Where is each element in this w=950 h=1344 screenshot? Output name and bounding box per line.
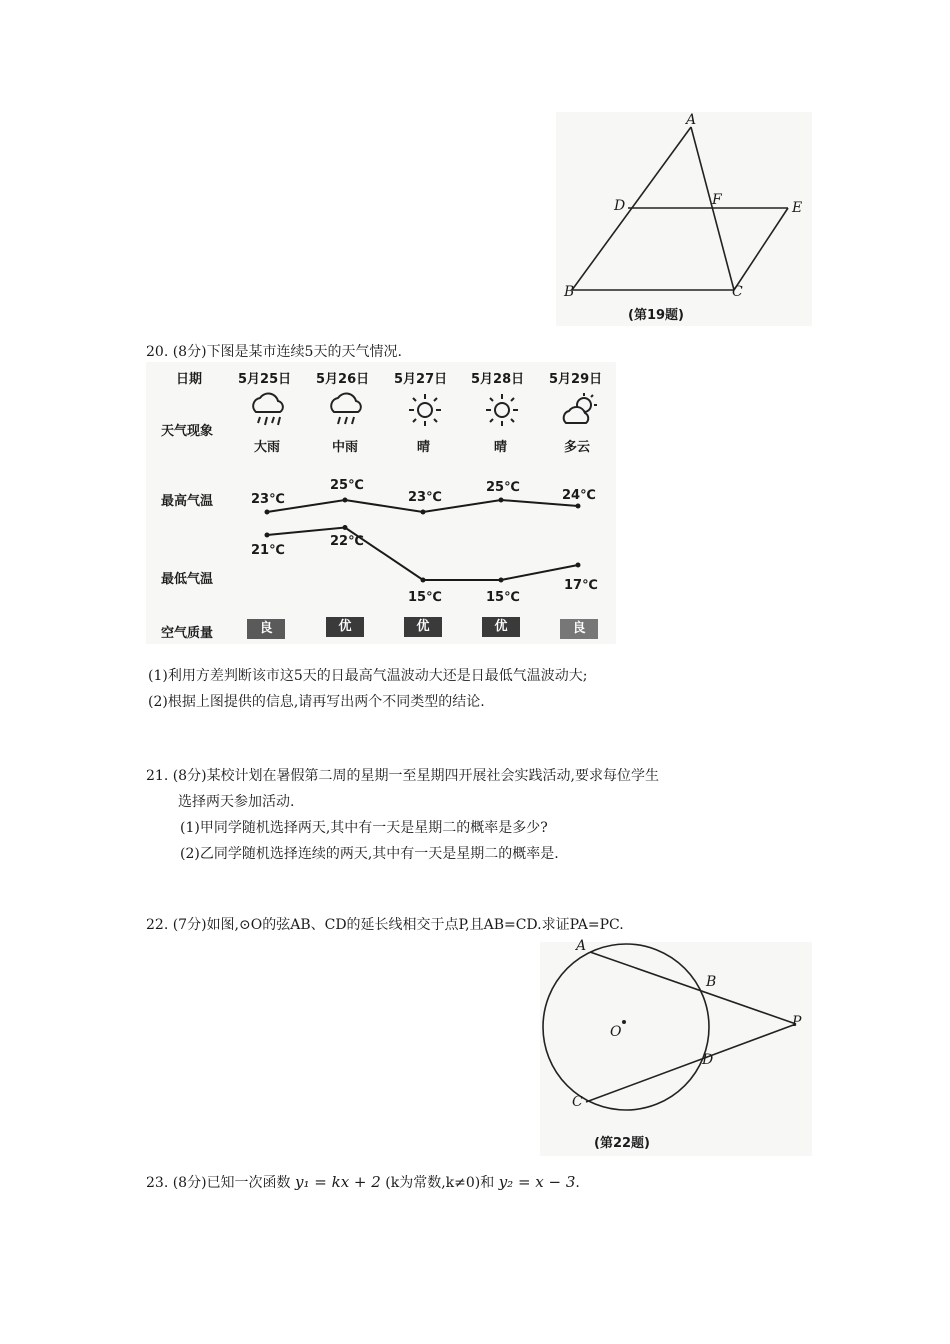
q22-label-a: A [576, 938, 587, 954]
high-label-3: 23℃ [408, 490, 442, 505]
q19-label-f: F [712, 192, 722, 208]
condition-4: 晴 [494, 440, 508, 455]
q19-label-d: D [614, 198, 626, 214]
date-1: 5月25日 [238, 372, 292, 387]
q20-score: (8分) [172, 344, 207, 360]
q22-stem [146, 915, 624, 935]
q22-caption: (第22题) [594, 1136, 650, 1151]
q22-label-d: D [702, 1052, 714, 1068]
q21-sub1: (1)甲同学随机选择两天,其中有一天是星期二的概率是多少? [180, 820, 548, 836]
row-label-date: 日期 [176, 372, 203, 387]
q23-condition: (k为常数,k≠0)和 [385, 1175, 495, 1191]
q21-score: (8分) [172, 768, 207, 784]
q21-sub2: (2)乙同学随机选择连续的两天,其中有一天是星期二的概率是. [180, 846, 559, 862]
q21-number: 21. [146, 768, 169, 784]
q22-score: (7分) [172, 917, 207, 933]
aq-badge-4: 优 [482, 617, 520, 637]
condition-5: 多云 [564, 440, 591, 455]
low-temp-point-5 [576, 563, 581, 568]
low-temp-point-1 [265, 533, 270, 538]
row-label-weather: 天气现象 [161, 424, 214, 439]
low-label-5: 17℃ [564, 578, 598, 593]
q23-end: . [575, 1175, 580, 1191]
high-temp-point-2 [343, 498, 348, 503]
aq-badge-5: 良 [560, 619, 598, 639]
date-4: 5月28日 [471, 372, 525, 387]
high-temp-point-1 [265, 510, 270, 515]
q20-text: 下图是某市连续5天的天气情况. [206, 344, 402, 360]
low-label-4: 15℃ [486, 590, 520, 605]
temperature-chart [146, 362, 616, 644]
high-temp-point-3 [421, 510, 426, 515]
low-temp-point-4 [499, 578, 504, 583]
q23-number: 23. [146, 1175, 169, 1191]
low-temp-line [267, 528, 578, 581]
date-2: 5月26日 [316, 372, 370, 387]
q20-sub1: (1)利用方差判断该市这5天的日最高气温波动大还是日最低气温波动大; [148, 668, 588, 684]
q22-label-c: C [572, 1094, 583, 1110]
low-label-1: 21℃ [251, 543, 285, 558]
q20-number: 20. [146, 344, 169, 360]
q21-line2: 选择两天参加活动. [178, 794, 295, 810]
q19-figure [556, 112, 812, 326]
q22-label-o: O [610, 1024, 622, 1040]
condition-2: 中雨 [332, 440, 359, 455]
high-label-5: 24℃ [562, 488, 596, 503]
row-label-aq: 空气质量 [161, 626, 214, 641]
high-temp-point-4 [499, 498, 504, 503]
q23-stem [146, 1172, 580, 1193]
condition-3: 晴 [417, 440, 431, 455]
q23-intro: 已知一次函数 [206, 1175, 291, 1191]
q23-score: (8分) [172, 1175, 207, 1191]
low-label-3: 15℃ [408, 590, 442, 605]
q22-label-b: B [706, 974, 717, 990]
row-label-low: 最低气温 [161, 572, 214, 587]
high-label-1: 23℃ [251, 492, 285, 507]
q19-label-a: A [686, 112, 697, 128]
q22-figure [540, 938, 812, 1156]
q19-label-e: E [792, 200, 803, 216]
q20-stem [146, 342, 402, 362]
weather-figure [146, 362, 616, 644]
q19-label-b: B [564, 284, 575, 300]
aq-badge-3: 优 [404, 617, 442, 637]
high-temp-point-5 [576, 504, 581, 509]
high-label-4: 25℃ [486, 480, 520, 495]
row-label-high: 最高气温 [161, 494, 214, 509]
q23-formula-y1: y₁ = kx + 2 [295, 1173, 381, 1191]
high-label-2: 25℃ [330, 478, 364, 493]
low-temp-point-3 [421, 578, 426, 583]
q22-label-p: P [792, 1014, 802, 1030]
date-3: 5月27日 [394, 372, 448, 387]
date-5: 5月29日 [549, 372, 603, 387]
q19-caption: (第19题) [628, 308, 684, 323]
q22-text: 如图,⊙O的弦AB、CD的延长线相交于点P,且AB=CD.求证PA=PC. [206, 917, 624, 933]
aq-badge-2: 优 [326, 617, 364, 637]
q20-sub2: (2)根据上图提供的信息,请再写出两个不同类型的结论. [148, 694, 485, 710]
q21-line1: 某校计划在暑假第二周的星期一至星期四开展社会实践活动,要求每位学生 [206, 768, 660, 784]
q19-diagram [556, 112, 812, 326]
q22-diagram [540, 942, 812, 1156]
aq-badge-1: 良 [247, 619, 285, 639]
q21-stem [146, 766, 659, 786]
low-temp-point-2 [343, 525, 348, 530]
q22-number: 22. [146, 917, 169, 933]
low-label-2: 22℃ [330, 534, 364, 549]
condition-1: 大雨 [254, 440, 281, 455]
q23-formula-y2: y₂ = x − 3 [498, 1173, 576, 1191]
q19-label-c: C [732, 284, 743, 300]
